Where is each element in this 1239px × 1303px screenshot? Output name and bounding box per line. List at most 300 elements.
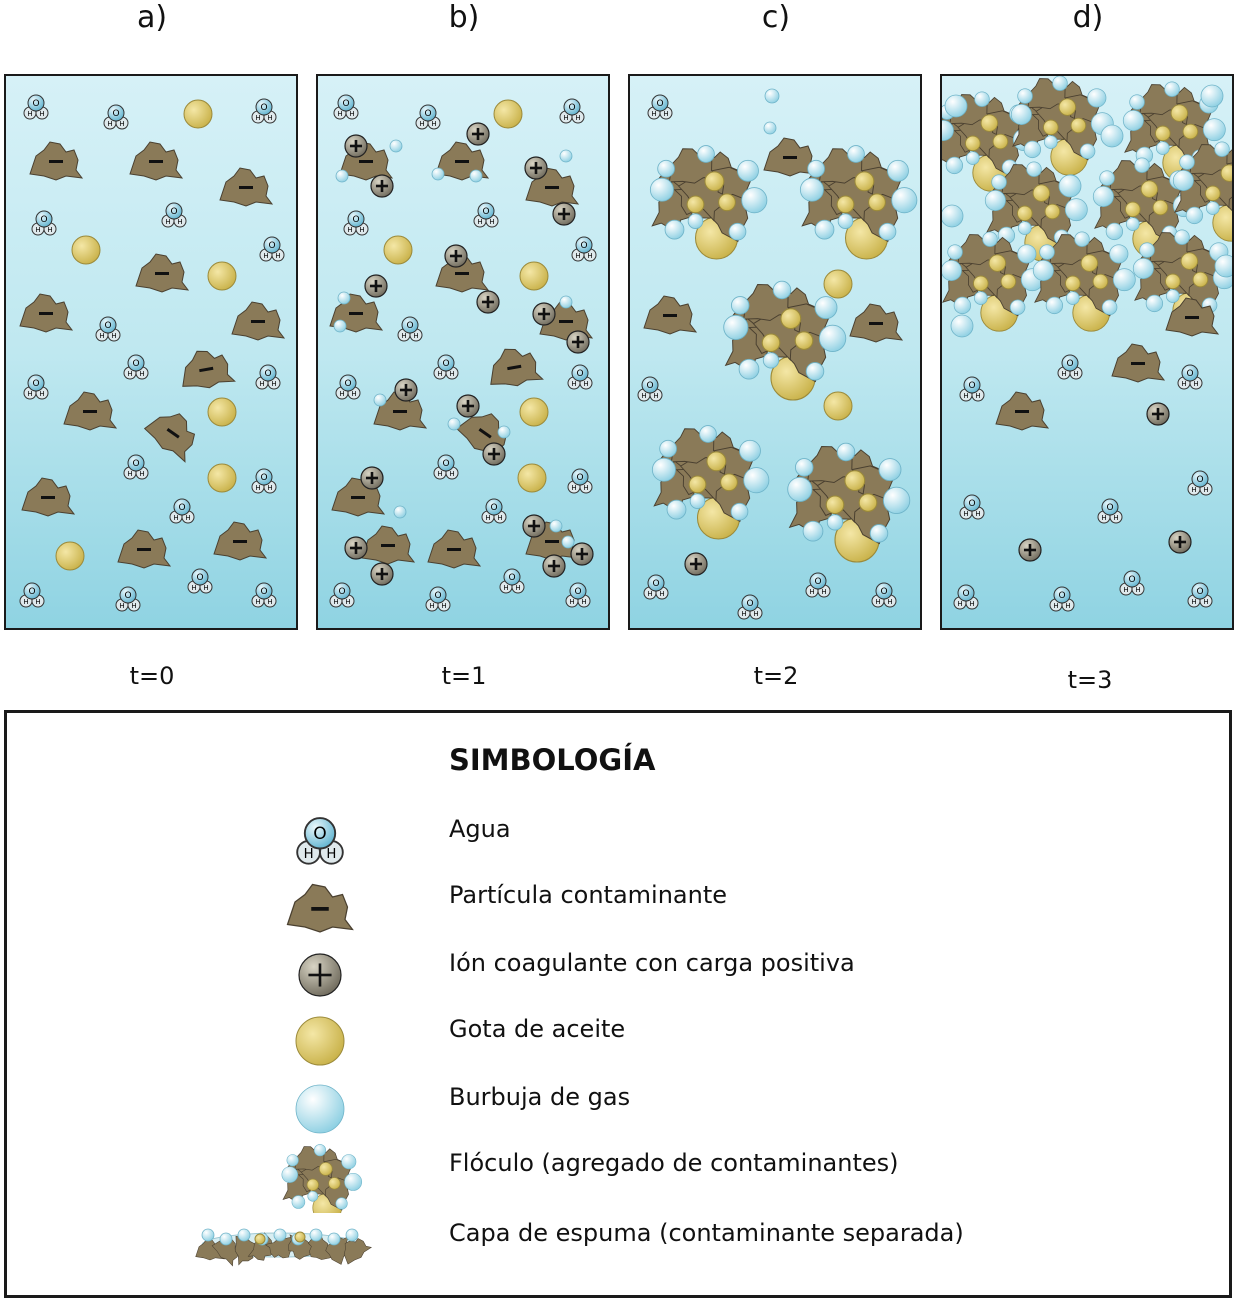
svg-text:O: O	[178, 503, 186, 513]
svg-text:O: O	[442, 459, 450, 469]
svg-text:H: H	[177, 218, 183, 226]
water-molecule	[1098, 499, 1122, 523]
svg-text:O: O	[170, 207, 178, 217]
svg-text:H: H	[401, 332, 407, 340]
svg-text:H: H	[267, 598, 273, 606]
contaminant-particle	[64, 392, 116, 430]
floc-bubble	[1065, 199, 1087, 221]
water-molecule-icon	[187, 813, 447, 869]
coagulant-ion	[445, 245, 467, 267]
floc-bubble	[773, 281, 791, 299]
floc-bubble	[1044, 136, 1057, 149]
water-molecule	[170, 499, 194, 523]
floc-oil-drop	[705, 172, 724, 191]
floc-bubble	[1126, 218, 1139, 231]
legend-water-molecule	[297, 818, 343, 864]
svg-text:O: O	[104, 321, 112, 331]
oil-drop	[824, 270, 852, 298]
svg-text:O: O	[1058, 591, 1066, 601]
water-molecule	[124, 455, 148, 479]
floc-bubble	[660, 440, 677, 457]
floc-bubble	[738, 160, 759, 181]
svg-text:O: O	[264, 369, 272, 379]
svg-text:O: O	[1106, 503, 1114, 513]
svg-text:H: H	[569, 598, 575, 606]
coagulant-ion-icon	[187, 947, 447, 1003]
svg-text:H: H	[1065, 602, 1071, 610]
floc-oil-drop	[319, 1162, 332, 1175]
gas-bubble	[374, 394, 386, 406]
floc-bubble	[739, 359, 759, 379]
legend-row-foam	[187, 1215, 1087, 1271]
svg-text:H: H	[119, 602, 125, 610]
water-molecule	[32, 211, 56, 235]
gas-bubble	[334, 320, 346, 332]
water-molecule	[252, 583, 276, 607]
floc-oil-drop	[762, 334, 780, 352]
floc-oil-drop	[1033, 185, 1050, 202]
water-molecule	[434, 455, 458, 479]
svg-text:O: O	[1186, 369, 1194, 379]
floc-oil-drop	[1221, 165, 1234, 182]
svg-text:H: H	[449, 370, 455, 378]
water-molecule	[1188, 471, 1212, 495]
svg-text:H: H	[27, 110, 33, 118]
contaminant-particle	[214, 522, 266, 560]
floc-bubble	[879, 223, 896, 240]
gas-bubble	[562, 536, 574, 548]
svg-text:O: O	[508, 573, 516, 583]
water-molecule	[474, 203, 498, 227]
contaminant-particle	[850, 304, 902, 342]
svg-text:H: H	[275, 252, 281, 260]
gas-bubble	[560, 296, 572, 308]
floc	[724, 277, 846, 400]
floc-oil-drop	[1081, 255, 1098, 272]
panel-letter-d: d)	[1072, 0, 1104, 35]
floc-bubble	[879, 459, 901, 481]
floc-oil-drop	[1071, 118, 1086, 133]
floc	[788, 439, 910, 562]
svg-text:O: O	[313, 824, 327, 844]
svg-text:H: H	[1061, 370, 1067, 378]
floc-oil-drop	[1233, 184, 1234, 199]
floc-bubble	[650, 178, 673, 201]
floc-bubble	[870, 525, 888, 543]
svg-text:H: H	[563, 114, 569, 122]
tank-panel-c	[628, 74, 922, 630]
floc-bubble	[803, 521, 823, 541]
water-molecule	[500, 569, 524, 593]
svg-text:H: H	[259, 380, 265, 388]
svg-text:O: O	[652, 579, 660, 589]
floc-oil-drop	[1059, 99, 1076, 116]
contaminant-particle	[177, 346, 235, 392]
svg-text:O: O	[352, 215, 360, 225]
water-molecule	[334, 95, 358, 119]
svg-text:H: H	[107, 120, 113, 128]
coagulant-ion	[365, 275, 387, 297]
floc-bubble	[1011, 104, 1031, 124]
water-molecule	[426, 587, 450, 611]
water-molecule	[954, 585, 978, 609]
svg-text:O: O	[32, 99, 40, 109]
floc-bubble	[1010, 300, 1025, 315]
floc-oil-drop	[826, 496, 844, 514]
floc-bubble	[788, 477, 812, 501]
coagulant-ion	[543, 555, 565, 577]
svg-text:H: H	[339, 390, 345, 398]
coagulant-ion	[467, 123, 489, 145]
floc-oil-drop	[795, 332, 813, 350]
floc-oil-drop	[1165, 274, 1180, 289]
svg-text:H: H	[571, 484, 577, 492]
floc-bubble	[1053, 76, 1068, 91]
svg-text:O: O	[406, 321, 414, 331]
floc-bubble	[1100, 171, 1115, 186]
coagulant-ion	[395, 379, 417, 401]
svg-text:H: H	[571, 380, 577, 388]
svg-text:O: O	[1066, 359, 1074, 369]
svg-text:H: H	[203, 584, 209, 592]
gas-bubble	[550, 520, 562, 532]
water-molecule	[872, 583, 896, 607]
floc-bubble	[974, 292, 987, 305]
foam-bubble	[1101, 125, 1123, 147]
svg-text:H: H	[497, 514, 503, 522]
water-molecule	[20, 583, 44, 607]
oil-drop	[208, 464, 236, 492]
legend-oil-drop	[296, 1017, 344, 1065]
water-molecule	[252, 469, 276, 493]
floc-bubble	[287, 1155, 299, 1167]
floc-bubble	[744, 468, 769, 493]
time-label-d: t=3	[1067, 666, 1113, 694]
svg-text:H: H	[345, 598, 351, 606]
floc-bubble	[1018, 222, 1031, 235]
floc-oil-drop	[837, 196, 854, 213]
foam-bubble	[346, 1229, 358, 1241]
floc-oil-drop	[1193, 272, 1208, 287]
svg-text:H: H	[111, 332, 117, 340]
oil-drop	[494, 100, 522, 128]
water-molecule	[1050, 587, 1074, 611]
floc-bubble	[665, 220, 684, 239]
time-label-c: t=2	[753, 662, 799, 690]
svg-text:H: H	[1135, 586, 1141, 594]
floc-bubble	[688, 214, 703, 229]
floc-bubble	[1123, 110, 1143, 130]
coagulant-ion	[553, 203, 575, 225]
contaminant-particle	[30, 142, 82, 180]
gas-bubble	[560, 150, 572, 162]
svg-text:H: H	[437, 370, 443, 378]
floc-bubble	[1093, 186, 1113, 206]
svg-text:O: O	[268, 241, 276, 251]
coagulant-ion	[533, 303, 555, 325]
svg-text:H: H	[641, 392, 647, 400]
water-molecule	[806, 573, 830, 597]
svg-text:O: O	[338, 587, 346, 597]
water-molecule	[568, 469, 592, 493]
svg-text:O: O	[260, 103, 268, 113]
floc-bubble	[838, 214, 853, 229]
svg-text:H: H	[27, 390, 33, 398]
svg-text:H: H	[575, 114, 581, 122]
svg-text:H: H	[263, 252, 269, 260]
floc-bubble	[658, 160, 675, 177]
floc-bubble	[1173, 170, 1193, 190]
water-molecule	[344, 211, 368, 235]
floc-oil-drop	[1183, 124, 1198, 139]
floc-bubble	[1075, 232, 1090, 247]
svg-text:O: O	[342, 99, 350, 109]
floc-bubble	[808, 160, 825, 177]
water-molecule	[398, 317, 422, 341]
floc-oil-drop	[719, 194, 736, 211]
floc-oil-drop	[965, 136, 980, 151]
foam-floc	[1011, 76, 1113, 175]
floc-bubble	[282, 1167, 298, 1183]
svg-text:H: H	[173, 514, 179, 522]
water-molecule	[566, 583, 590, 607]
floc-bubble	[698, 146, 715, 163]
coagulant-ion	[685, 553, 707, 575]
floc-bubble	[815, 220, 834, 239]
water-molecule	[252, 99, 276, 123]
floc-bubble	[1156, 142, 1169, 155]
floc-bubble	[729, 223, 746, 240]
floc-bubble	[883, 487, 909, 513]
foam-bubble	[238, 1229, 250, 1241]
oil-drop	[824, 392, 852, 420]
svg-text:H: H	[271, 380, 277, 388]
contaminant-particle	[232, 302, 284, 340]
oil-drop	[384, 236, 412, 264]
floc-bubble	[985, 190, 1005, 210]
floc-oil-drop	[855, 172, 874, 191]
floc-bubble	[1206, 202, 1219, 215]
water-molecule	[416, 105, 440, 129]
coagulant-ion	[371, 563, 393, 585]
floc-bubble	[336, 1198, 348, 1210]
floc-bubble	[342, 1155, 356, 1169]
floc-bubble	[1066, 292, 1079, 305]
gas-bubble	[432, 168, 444, 180]
foam-bubble	[942, 205, 963, 227]
svg-text:H: H	[191, 584, 197, 592]
svg-text:H: H	[99, 332, 105, 340]
floc-bubble	[795, 459, 813, 477]
floc-oil-drop	[845, 471, 865, 491]
gas-bubble	[390, 140, 402, 152]
gas-bubble	[470, 170, 482, 182]
floc-oil-drop	[973, 276, 988, 291]
water-molecule	[116, 587, 140, 611]
contaminant-particle	[118, 530, 170, 568]
gas-bubble	[765, 89, 779, 103]
floc-bubble	[731, 297, 749, 315]
legend-coagulant-ion	[299, 954, 341, 996]
legend-label-foam: Capa de espuma (contaminante separada)	[449, 1219, 964, 1247]
svg-text:O: O	[112, 109, 120, 119]
floc-bubble	[892, 188, 917, 213]
tank-panel-b	[316, 74, 610, 630]
svg-text:H: H	[651, 110, 657, 118]
svg-text:H: H	[303, 847, 314, 862]
floc-bubble	[942, 260, 961, 280]
floc-oil-drop	[859, 494, 877, 512]
tank-d-scene	[942, 76, 1234, 630]
water-molecule	[1178, 365, 1202, 389]
svg-text:H: H	[35, 226, 41, 234]
coagulant-ion	[523, 515, 545, 537]
legend-row-contaminant	[187, 879, 1087, 935]
svg-text:H: H	[653, 392, 659, 400]
foam-oil-drop	[255, 1234, 265, 1244]
svg-text:O: O	[32, 379, 40, 389]
floc-oil-drop	[1043, 120, 1058, 135]
legend-row-water	[187, 813, 1087, 869]
legend-foam-layer	[196, 1229, 372, 1267]
svg-text:H: H	[647, 590, 653, 598]
svg-text:H: H	[583, 380, 589, 388]
foam-layer-icon	[187, 1215, 447, 1271]
contaminant-particle	[20, 294, 72, 332]
svg-text:H: H	[419, 120, 425, 128]
legend-label-contaminant: Partícula contaminante	[449, 881, 728, 909]
water-molecule	[24, 95, 48, 119]
floc-bubble	[975, 92, 990, 107]
water-molecule	[96, 317, 120, 341]
foam-oil-drop	[295, 1232, 305, 1242]
contaminant-particle	[141, 402, 205, 463]
gas-bubble	[336, 170, 348, 182]
svg-text:H: H	[1191, 486, 1197, 494]
floc-oil-drop	[1205, 186, 1220, 201]
oil-drop	[208, 398, 236, 426]
floc-bubble	[690, 494, 705, 509]
svg-text:O: O	[576, 473, 584, 483]
water-molecule	[434, 355, 458, 379]
floc-bubble	[700, 426, 717, 443]
oil-drop-icon	[187, 1013, 447, 1069]
floc-oil-drop	[981, 115, 998, 132]
gas-bubble-icon	[187, 1081, 447, 1137]
coagulant-ion	[457, 395, 479, 417]
svg-text:H: H	[1101, 514, 1107, 522]
svg-text:O: O	[40, 215, 48, 225]
svg-text:H: H	[1203, 486, 1209, 494]
floc-bubble	[983, 232, 998, 247]
water-molecule	[572, 237, 596, 261]
svg-text:H: H	[347, 226, 353, 234]
floc-bubble	[731, 503, 748, 520]
foam-bubble	[1215, 255, 1234, 277]
svg-text:O: O	[656, 99, 664, 109]
svg-text:O: O	[880, 587, 888, 597]
water-molecule	[638, 377, 662, 401]
svg-text:O: O	[344, 379, 352, 389]
floc-bubble	[308, 1191, 318, 1201]
floc-oil-drop	[1001, 274, 1016, 289]
floc-bubble	[1215, 142, 1230, 157]
water-molecule	[648, 95, 672, 119]
floc-bubble	[1146, 295, 1163, 312]
floc-bubble	[848, 146, 865, 163]
svg-text:H: H	[267, 114, 273, 122]
floc-bubble	[740, 440, 761, 461]
contaminant-particle	[1112, 344, 1164, 382]
floc-oil-drop	[721, 474, 738, 491]
contaminant-particle	[22, 478, 74, 516]
svg-text:H: H	[139, 370, 145, 378]
gas-bubble	[338, 292, 350, 304]
legend-floc	[282, 1143, 362, 1213]
floc-oil-drop	[707, 452, 726, 471]
foam-bubble	[945, 95, 967, 117]
floc-bubble	[819, 325, 845, 351]
svg-text:O: O	[568, 103, 576, 113]
floc-oil-drop	[1017, 206, 1032, 221]
foam-bubble	[220, 1233, 232, 1245]
floc-bubble	[1106, 223, 1123, 240]
foam-bubble	[274, 1229, 286, 1241]
floc-bubble	[1040, 245, 1055, 260]
svg-text:O: O	[490, 503, 498, 513]
water-molecule	[124, 355, 148, 379]
svg-text:H: H	[489, 218, 495, 226]
svg-text:H: H	[349, 110, 355, 118]
floc-bubble	[954, 297, 971, 314]
svg-text:H: H	[1203, 598, 1209, 606]
svg-text:H: H	[969, 600, 975, 608]
svg-text:H: H	[337, 110, 343, 118]
svg-text:H: H	[23, 598, 29, 606]
svg-text:H: H	[975, 392, 981, 400]
legend-title: SIMBOLOGÍA	[449, 743, 656, 777]
svg-text:H: H	[581, 598, 587, 606]
coagulant-ion	[525, 157, 547, 179]
svg-text:H: H	[449, 470, 455, 478]
legend-row-bubble	[187, 1081, 1087, 1137]
floc-oil-drop	[993, 134, 1008, 149]
svg-text:O: O	[574, 587, 582, 597]
svg-text:H: H	[255, 598, 261, 606]
floc-oil-drop	[687, 196, 704, 213]
svg-text:H: H	[821, 588, 827, 596]
svg-text:H: H	[359, 226, 365, 234]
legend-row-ion	[187, 947, 1087, 1003]
svg-text:O: O	[442, 359, 450, 369]
svg-text:H: H	[39, 390, 45, 398]
svg-text:H: H	[1113, 514, 1119, 522]
floc-oil-drop	[1093, 274, 1108, 289]
floc-oil-drop	[689, 476, 706, 493]
panel-letter-b: b)	[448, 0, 480, 35]
svg-text:O: O	[968, 381, 976, 391]
coagulant-ion	[361, 467, 383, 489]
legend-label-oil: Gota de aceite	[449, 1015, 626, 1043]
svg-text:H: H	[185, 514, 191, 522]
svg-text:H: H	[1123, 586, 1129, 594]
floc-bubble	[815, 297, 837, 319]
water-molecule	[960, 495, 984, 519]
svg-text:H: H	[887, 598, 893, 606]
oil-drop	[520, 262, 548, 290]
floc-bubble	[1175, 230, 1190, 245]
foam-bubble	[1059, 175, 1081, 197]
